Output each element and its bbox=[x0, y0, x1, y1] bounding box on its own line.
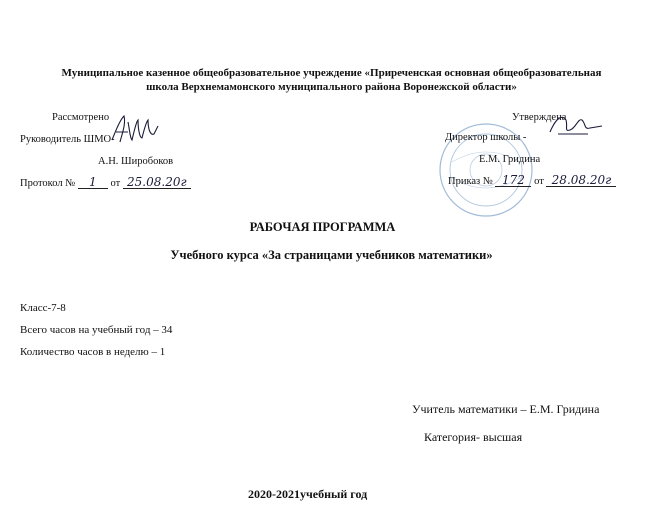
shmo-head-name: А.Н. Широбоков bbox=[98, 156, 174, 167]
order-label: Приказ № bbox=[448, 176, 493, 187]
signature-icon bbox=[110, 112, 160, 148]
protocol-label: Протокол № bbox=[20, 178, 76, 189]
order-line bbox=[448, 174, 616, 187]
shmo-head-label: Руководитель ШМО- bbox=[20, 134, 115, 145]
director-label: Директор школы - bbox=[445, 132, 527, 143]
hours-per-week-line: Количество часов в неделю – 1 bbox=[20, 346, 166, 358]
order-date: 28.08.20г bbox=[546, 174, 616, 187]
signature-icon bbox=[548, 110, 604, 140]
teacher-category-line: Категория- высшая bbox=[424, 430, 523, 444]
course-title: Учебного курса «За страницами учебников математики» bbox=[170, 248, 493, 262]
protocol-date: 25.08.20г bbox=[123, 176, 191, 189]
protocol-number: 1 bbox=[78, 176, 108, 189]
protocol-line bbox=[20, 176, 191, 189]
academic-year: 2020-2021учебный год bbox=[248, 487, 368, 501]
hours-per-year-line: Всего часов на учебный год – 34 bbox=[20, 324, 173, 336]
program-title-text: РАБОЧАЯ ПРОГРАММА bbox=[249, 220, 396, 234]
director-name: Е.М. Гридина bbox=[479, 154, 541, 165]
teacher-name-line: Учитель математики – Е.М. Гридина bbox=[412, 402, 600, 416]
order-date-prefix: от bbox=[534, 176, 544, 187]
organization-name-line-2: школа Верхнемамонского муниципального района Воронежской области» bbox=[146, 81, 517, 93]
protocol-date-prefix: от bbox=[110, 178, 121, 189]
considered-label: Рассмотрено bbox=[52, 112, 110, 123]
program-title bbox=[0, 220, 663, 235]
approved-label: Утверждена bbox=[512, 112, 567, 123]
grade-line: Класс-7-8 bbox=[20, 302, 66, 314]
organization-name-line-1: Муниципальное казенное общеобразовательное учреждение «Приреченская основная общеобразовательная bbox=[61, 67, 602, 79]
order-number: 172 bbox=[495, 174, 531, 187]
